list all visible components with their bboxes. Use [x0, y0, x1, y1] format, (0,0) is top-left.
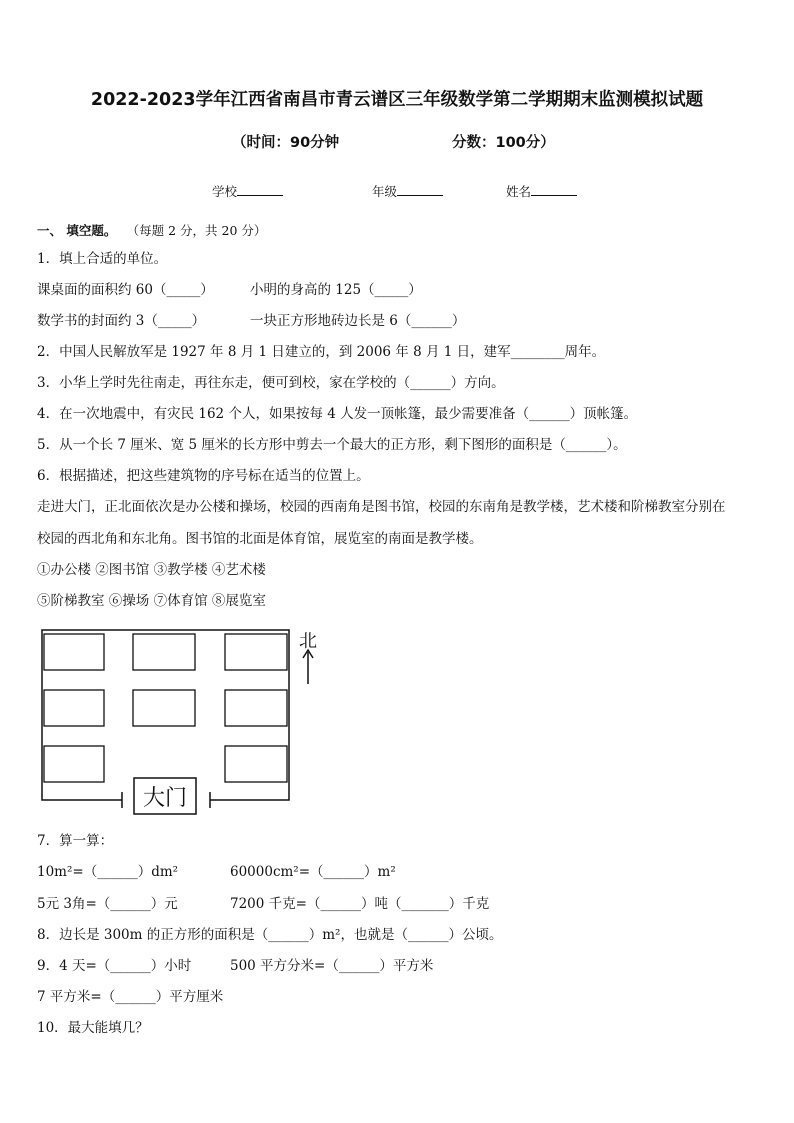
map-box-w[interactable]: [44, 690, 104, 726]
map-box-e[interactable]: [225, 690, 287, 726]
q9-c: 7 平方米=（______）平方厘米: [37, 989, 224, 1005]
exam-title: 2022-2023学年江西省南昌市青云谱区三年级数学第二学期期末监测模拟试题: [90, 90, 704, 110]
map-box-sw[interactable]: [44, 746, 104, 782]
grade-field: [372, 182, 443, 200]
q6-options-1: ①办公楼 ②图书馆 ③教学楼 ④艺术楼: [37, 562, 266, 578]
q7-d: 7200 千克=（______）吨（_______）千克: [230, 896, 490, 912]
q5-text: 5．从一个长 7 厘米、宽 5 厘米的长方形中剪去一个最大的正方形，剩下图形的面积是（______）。: [37, 437, 627, 453]
q4-text: 4．在一次地震中，有灾民 162 个人，如果按每 4 人发一顶帐篷，最少需要准备（______）顶帐篷。: [37, 406, 638, 422]
q1-c: 数学书的封面约 3（_____）: [37, 313, 206, 329]
q7-c: 5元 3角=（______）元: [37, 896, 178, 912]
section-note: （每题 2 分，共 20 分）: [126, 223, 267, 238]
map-box-n[interactable]: [133, 634, 195, 670]
q6-desc-1: 走进大门，正北面依次是办公楼和操场，校园的西南角是图书馆，校园的东南角是教学楼，艺术楼和阶梯教室分别在: [37, 499, 726, 515]
q7-a: 10m²=（______）dm²: [37, 864, 179, 880]
q9-a: 9．4 天=（______）小时: [37, 958, 192, 974]
name-blank[interactable]: [531, 183, 577, 196]
school-blank[interactable]: [237, 183, 283, 196]
gate-label: 大门: [142, 786, 188, 811]
map-box-se[interactable]: [225, 746, 287, 782]
north-label: 北: [299, 631, 317, 652]
section-heading: [37, 222, 266, 240]
q10-text: 10．最大能填几？: [37, 1020, 149, 1036]
q7-text: 7．算一算：: [37, 833, 114, 849]
map-box-nw[interactable]: [44, 634, 104, 670]
exam-score: 分数：100分）: [452, 135, 555, 151]
q8-text: 8．边长是 300m 的正方形的面积是（______）m²，也就是（______）公顷。: [37, 927, 503, 943]
campus-map: [40, 628, 340, 823]
map-box-ne[interactable]: [225, 634, 287, 670]
grade-blank[interactable]: [397, 183, 443, 196]
q1-d: 一块正方形地砖边长是 6（______）: [250, 313, 466, 329]
map-box-center[interactable]: [133, 690, 195, 726]
q2-text: 2．中国人民解放军是 1927 年 8 月 1 日建立的，到 2006 年 8 月 1 日，建军________周年。: [37, 344, 606, 360]
section-title: 一、 填空题。: [37, 223, 117, 238]
q3-text: 3．小华上学时先往南走，再往东走，便可到校，家在学校的（______）方向。: [37, 375, 505, 391]
name-label: 姓名: [506, 184, 532, 199]
exam-time: （时间：90分钟: [232, 135, 340, 151]
name-field: [506, 182, 577, 200]
q9-b: 500 平方分米=（______）平方米: [230, 958, 434, 974]
q1-a: 课桌面的面积约 60（_____）: [37, 282, 214, 298]
q7-b: 60000cm²=（______）m²: [230, 864, 396, 880]
q6-text: 6．根据描述，把这些建筑物的序号标在适当的位置上。: [37, 468, 370, 484]
q1-b: 小明的身高的 125（_____）: [250, 282, 422, 298]
q6-options-2: ⑤阶梯教室 ⑥操场 ⑦体育馆 ⑧展览室: [37, 593, 266, 609]
grade-label: 年级: [372, 184, 398, 199]
q6-desc-2: 校园的西北角和东北角。图书馆的北面是体育馆，展览室的南面是教学楼。: [37, 531, 483, 547]
school-field: [212, 182, 283, 200]
school-label: 学校: [212, 184, 238, 199]
q1-text: 1．填上合适的单位。: [37, 251, 168, 267]
